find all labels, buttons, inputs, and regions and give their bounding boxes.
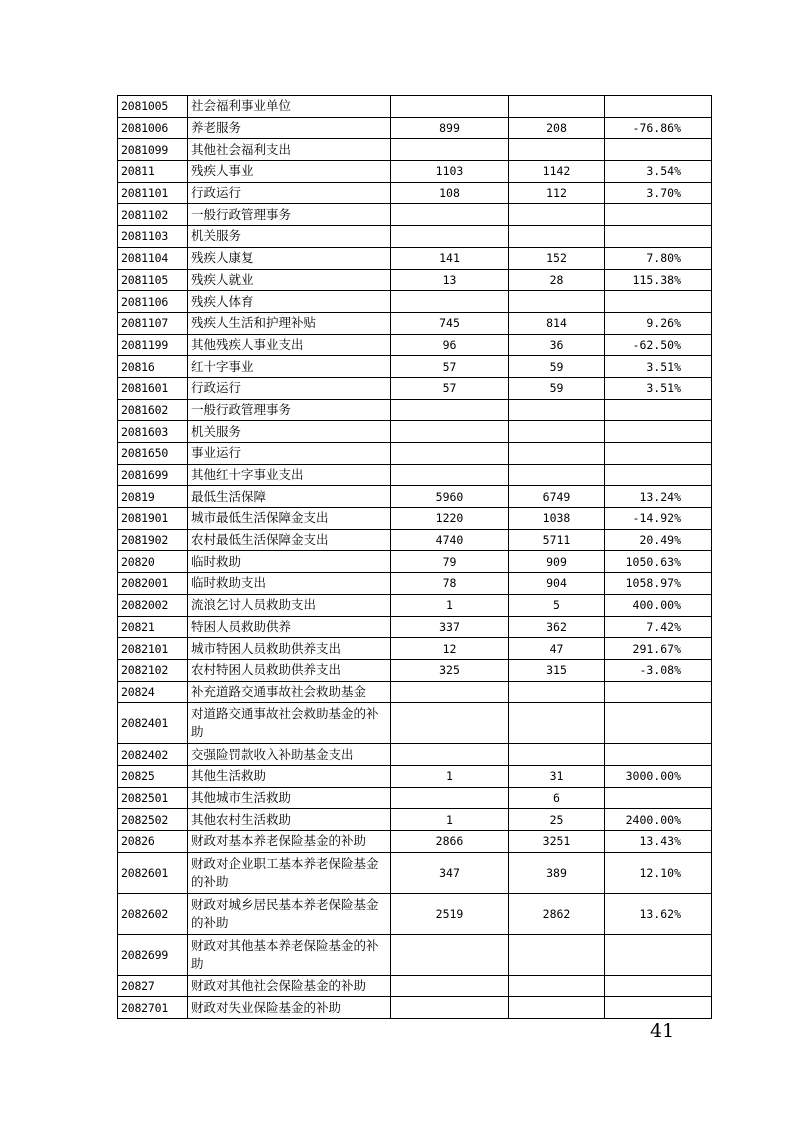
table-row: [118, 831, 712, 853]
cell-code: 2081901: [118, 508, 188, 530]
cell-code: 2082502: [118, 809, 188, 831]
table-row: [118, 744, 712, 766]
cell-value-1: [391, 703, 509, 744]
cell-value-2: 3251: [509, 831, 605, 853]
page-number: 41: [650, 1020, 675, 1042]
cell-change-pct: [605, 226, 712, 248]
cell-value-2: [509, 226, 605, 248]
cell-value-1: 899: [391, 117, 509, 139]
cell-item-name: 行政运行: [188, 377, 391, 399]
cell-item-name: 城市特困人员救助供养支出: [188, 638, 391, 660]
cell-code: 2082602: [118, 893, 188, 934]
cell-value-1: 5960: [391, 486, 509, 508]
table-row: [118, 443, 712, 465]
table-row: [118, 616, 712, 638]
cell-change-pct: [605, 204, 712, 226]
cell-change-pct: 291.67%: [605, 638, 712, 660]
cell-value-2: 1038: [509, 508, 605, 530]
cell-item-name: 残疾人体育: [188, 291, 391, 313]
cell-code: 2082001: [118, 573, 188, 595]
table-row: [118, 399, 712, 421]
cell-code: 20825: [118, 765, 188, 787]
cell-code: 2081107: [118, 312, 188, 334]
cell-value-2: 904: [509, 573, 605, 595]
cell-code: 2081602: [118, 399, 188, 421]
cell-change-pct: 2400.00%: [605, 809, 712, 831]
table-row: [118, 703, 712, 744]
table-row: [118, 139, 712, 161]
cell-code: 2082402: [118, 744, 188, 766]
cell-code: 2081102: [118, 204, 188, 226]
cell-value-1: [391, 934, 509, 975]
cell-code: 20816: [118, 356, 188, 378]
cell-value-2: 5711: [509, 529, 605, 551]
cell-value-1: 108: [391, 182, 509, 204]
cell-code: 2082701: [118, 997, 188, 1019]
cell-value-2: 909: [509, 551, 605, 573]
table-row: [118, 975, 712, 997]
cell-change-pct: 115.38%: [605, 269, 712, 291]
cell-value-2: [509, 934, 605, 975]
cell-change-pct: 13.24%: [605, 486, 712, 508]
table-row: [118, 551, 712, 573]
cell-code: 20827: [118, 975, 188, 997]
cell-value-2: [509, 204, 605, 226]
cell-value-1: [391, 744, 509, 766]
cell-code: 2081199: [118, 334, 188, 356]
cell-item-name: 补充道路交通事故社会救助基金: [188, 681, 391, 703]
cell-item-name: 红十字事业: [188, 356, 391, 378]
cell-code: 2081005: [118, 96, 188, 118]
cell-value-2: 31: [509, 765, 605, 787]
cell-value-1: 1: [391, 594, 509, 616]
cell-change-pct: -76.86%: [605, 117, 712, 139]
cell-value-1: 78: [391, 573, 509, 595]
cell-value-2: 1142: [509, 161, 605, 183]
cell-value-1: 4740: [391, 529, 509, 551]
cell-code: 2082102: [118, 659, 188, 681]
cell-code: 2081103: [118, 226, 188, 248]
cell-item-name: 财政对失业保险基金的补助: [188, 997, 391, 1019]
cell-value-1: 12: [391, 638, 509, 660]
cell-change-pct: [605, 975, 712, 997]
cell-item-name: 残疾人就业: [188, 269, 391, 291]
table-row: [118, 486, 712, 508]
cell-item-name: 临时救助支出: [188, 573, 391, 595]
cell-value-2: 112: [509, 182, 605, 204]
cell-item-name: 其他生活救助: [188, 765, 391, 787]
cell-code: 20819: [118, 486, 188, 508]
cell-value-2: 59: [509, 377, 605, 399]
cell-value-2: 47: [509, 638, 605, 660]
cell-item-name: 财政对城乡居民基本养老保险基金的补助: [188, 893, 391, 934]
cell-value-1: 96: [391, 334, 509, 356]
table-row: [118, 377, 712, 399]
table-row: [118, 573, 712, 595]
table-row: [118, 291, 712, 313]
cell-code: 20820: [118, 551, 188, 573]
table-row: [118, 464, 712, 486]
cell-item-name: 其他残疾人事业支出: [188, 334, 391, 356]
cell-value-1: [391, 204, 509, 226]
cell-item-name: 财政对基本养老保险基金的补助: [188, 831, 391, 853]
table-row: [118, 508, 712, 530]
cell-item-name: 其他农村生活救助: [188, 809, 391, 831]
cell-value-2: 36: [509, 334, 605, 356]
cell-code: 2081601: [118, 377, 188, 399]
cell-item-name: 交强险罚款收入补助基金支出: [188, 744, 391, 766]
cell-value-1: [391, 421, 509, 443]
table-row: [118, 997, 712, 1019]
cell-change-pct: 3000.00%: [605, 765, 712, 787]
table-row: [118, 765, 712, 787]
cell-item-name: 临时救助: [188, 551, 391, 573]
cell-value-2: 6749: [509, 486, 605, 508]
table-row: [118, 161, 712, 183]
cell-item-name: 其他红十字事业支出: [188, 464, 391, 486]
cell-item-name: 农村最低生活保障金支出: [188, 529, 391, 551]
cell-code: 2082601: [118, 852, 188, 893]
cell-code: 2081106: [118, 291, 188, 313]
cell-code: 2082101: [118, 638, 188, 660]
cell-value-1: [391, 975, 509, 997]
table-row: [118, 269, 712, 291]
cell-change-pct: 3.51%: [605, 377, 712, 399]
cell-value-2: 814: [509, 312, 605, 334]
cell-change-pct: 1050.63%: [605, 551, 712, 573]
cell-value-1: [391, 226, 509, 248]
cell-value-1: [391, 464, 509, 486]
cell-change-pct: 7.42%: [605, 616, 712, 638]
cell-value-2: [509, 744, 605, 766]
cell-value-2: [509, 681, 605, 703]
table-row: [118, 852, 712, 893]
table-row: [118, 893, 712, 934]
cell-item-name: 特困人员救助供养: [188, 616, 391, 638]
table-row: [118, 117, 712, 139]
cell-value-2: [509, 399, 605, 421]
cell-value-1: 57: [391, 377, 509, 399]
cell-value-1: 1: [391, 809, 509, 831]
table-row: [118, 182, 712, 204]
cell-item-name: 一般行政管理事务: [188, 399, 391, 421]
cell-value-1: 347: [391, 852, 509, 893]
cell-code: 2082699: [118, 934, 188, 975]
table-row: [118, 681, 712, 703]
cell-value-2: [509, 703, 605, 744]
cell-code: 2082002: [118, 594, 188, 616]
cell-change-pct: 3.51%: [605, 356, 712, 378]
cell-change-pct: 7.80%: [605, 247, 712, 269]
cell-item-name: 一般行政管理事务: [188, 204, 391, 226]
cell-item-name: 其他社会福利支出: [188, 139, 391, 161]
cell-item-name: 社会福利事业单位: [188, 96, 391, 118]
cell-code: 20824: [118, 681, 188, 703]
table-row: [118, 312, 712, 334]
cell-item-name: 行政运行: [188, 182, 391, 204]
table-row: [118, 96, 712, 118]
cell-change-pct: 13.62%: [605, 893, 712, 934]
table-row: [118, 809, 712, 831]
cell-code: 2082501: [118, 787, 188, 809]
cell-item-name: 财政对其他基本养老保险基金的补助: [188, 934, 391, 975]
cell-item-name: 残疾人事业: [188, 161, 391, 183]
cell-code: 20811: [118, 161, 188, 183]
cell-change-pct: -62.50%: [605, 334, 712, 356]
table-row: [118, 356, 712, 378]
cell-item-name: 城市最低生活保障金支出: [188, 508, 391, 530]
cell-value-1: 2519: [391, 893, 509, 934]
table-row: [118, 638, 712, 660]
cell-value-1: 1103: [391, 161, 509, 183]
cell-code: 20821: [118, 616, 188, 638]
table-row: [118, 334, 712, 356]
cell-change-pct: [605, 139, 712, 161]
cell-value-1: [391, 139, 509, 161]
cell-change-pct: 1058.97%: [605, 573, 712, 595]
cell-change-pct: 13.43%: [605, 831, 712, 853]
cell-change-pct: [605, 703, 712, 744]
cell-value-1: [391, 787, 509, 809]
cell-value-1: 79: [391, 551, 509, 573]
table-row: [118, 659, 712, 681]
budget-table: [117, 95, 712, 1019]
cell-item-name: 财政对其他社会保险基金的补助: [188, 975, 391, 997]
cell-value-1: [391, 681, 509, 703]
cell-item-name: 对道路交通事故社会救助基金的补助: [188, 703, 391, 744]
table-row: [118, 204, 712, 226]
cell-item-name: 机关服务: [188, 226, 391, 248]
cell-value-2: 6: [509, 787, 605, 809]
cell-value-2: 28: [509, 269, 605, 291]
cell-value-1: 13: [391, 269, 509, 291]
cell-code: 2081104: [118, 247, 188, 269]
cell-change-pct: 9.26%: [605, 312, 712, 334]
cell-change-pct: [605, 787, 712, 809]
cell-code: 2081101: [118, 182, 188, 204]
cell-value-2: 362: [509, 616, 605, 638]
table-row: [118, 529, 712, 551]
cell-item-name: 财政对企业职工基本养老保险基金的补助: [188, 852, 391, 893]
cell-code: 2081650: [118, 443, 188, 465]
cell-value-1: 57: [391, 356, 509, 378]
cell-value-2: 59: [509, 356, 605, 378]
cell-code: 2081006: [118, 117, 188, 139]
cell-change-pct: [605, 443, 712, 465]
cell-change-pct: [605, 96, 712, 118]
cell-change-pct: [605, 681, 712, 703]
cell-value-1: [391, 399, 509, 421]
cell-change-pct: -3.08%: [605, 659, 712, 681]
cell-change-pct: -14.92%: [605, 508, 712, 530]
table-row: [118, 247, 712, 269]
cell-change-pct: 3.54%: [605, 161, 712, 183]
cell-code: 2081902: [118, 529, 188, 551]
cell-value-1: 1: [391, 765, 509, 787]
cell-value-2: 389: [509, 852, 605, 893]
cell-value-2: [509, 443, 605, 465]
cell-value-2: 5: [509, 594, 605, 616]
cell-value-1: 337: [391, 616, 509, 638]
cell-item-name: 机关服务: [188, 421, 391, 443]
cell-code: 20826: [118, 831, 188, 853]
cell-item-name: 事业运行: [188, 443, 391, 465]
cell-change-pct: 400.00%: [605, 594, 712, 616]
cell-value-2: [509, 997, 605, 1019]
cell-value-1: [391, 96, 509, 118]
cell-change-pct: [605, 421, 712, 443]
cell-item-name: 流浪乞讨人员救助支出: [188, 594, 391, 616]
cell-value-2: 208: [509, 117, 605, 139]
cell-change-pct: [605, 997, 712, 1019]
table-row: [118, 934, 712, 975]
cell-change-pct: [605, 291, 712, 313]
cell-item-name: 残疾人生活和护理补贴: [188, 312, 391, 334]
table-row: [118, 421, 712, 443]
cell-change-pct: [605, 464, 712, 486]
cell-item-name: 最低生活保障: [188, 486, 391, 508]
cell-value-1: 745: [391, 312, 509, 334]
cell-code: 2081105: [118, 269, 188, 291]
cell-value-1: 1220: [391, 508, 509, 530]
cell-value-2: 315: [509, 659, 605, 681]
table-body: [118, 96, 712, 1019]
cell-code: 2081099: [118, 139, 188, 161]
table-row: [118, 226, 712, 248]
cell-value-2: [509, 975, 605, 997]
cell-change-pct: [605, 399, 712, 421]
cell-value-1: [391, 443, 509, 465]
cell-code: 2081603: [118, 421, 188, 443]
cell-change-pct: 12.10%: [605, 852, 712, 893]
cell-value-2: [509, 291, 605, 313]
cell-value-1: [391, 997, 509, 1019]
cell-change-pct: [605, 744, 712, 766]
cell-code: 2082401: [118, 703, 188, 744]
cell-value-2: [509, 421, 605, 443]
cell-value-1: 2866: [391, 831, 509, 853]
cell-value-2: 2862: [509, 893, 605, 934]
cell-value-1: [391, 291, 509, 313]
cell-change-pct: [605, 934, 712, 975]
cell-value-2: 152: [509, 247, 605, 269]
cell-change-pct: 3.70%: [605, 182, 712, 204]
cell-value-1: 325: [391, 659, 509, 681]
cell-value-2: [509, 464, 605, 486]
cell-change-pct: 20.49%: [605, 529, 712, 551]
cell-value-2: [509, 139, 605, 161]
cell-code: 2081699: [118, 464, 188, 486]
cell-item-name: 农村特困人员救助供养支出: [188, 659, 391, 681]
cell-value-1: 141: [391, 247, 509, 269]
table-row: [118, 787, 712, 809]
table-row: [118, 594, 712, 616]
cell-value-2: 25: [509, 809, 605, 831]
cell-item-name: 其他城市生活救助: [188, 787, 391, 809]
cell-item-name: 残疾人康复: [188, 247, 391, 269]
cell-item-name: 养老服务: [188, 117, 391, 139]
cell-value-2: [509, 96, 605, 118]
